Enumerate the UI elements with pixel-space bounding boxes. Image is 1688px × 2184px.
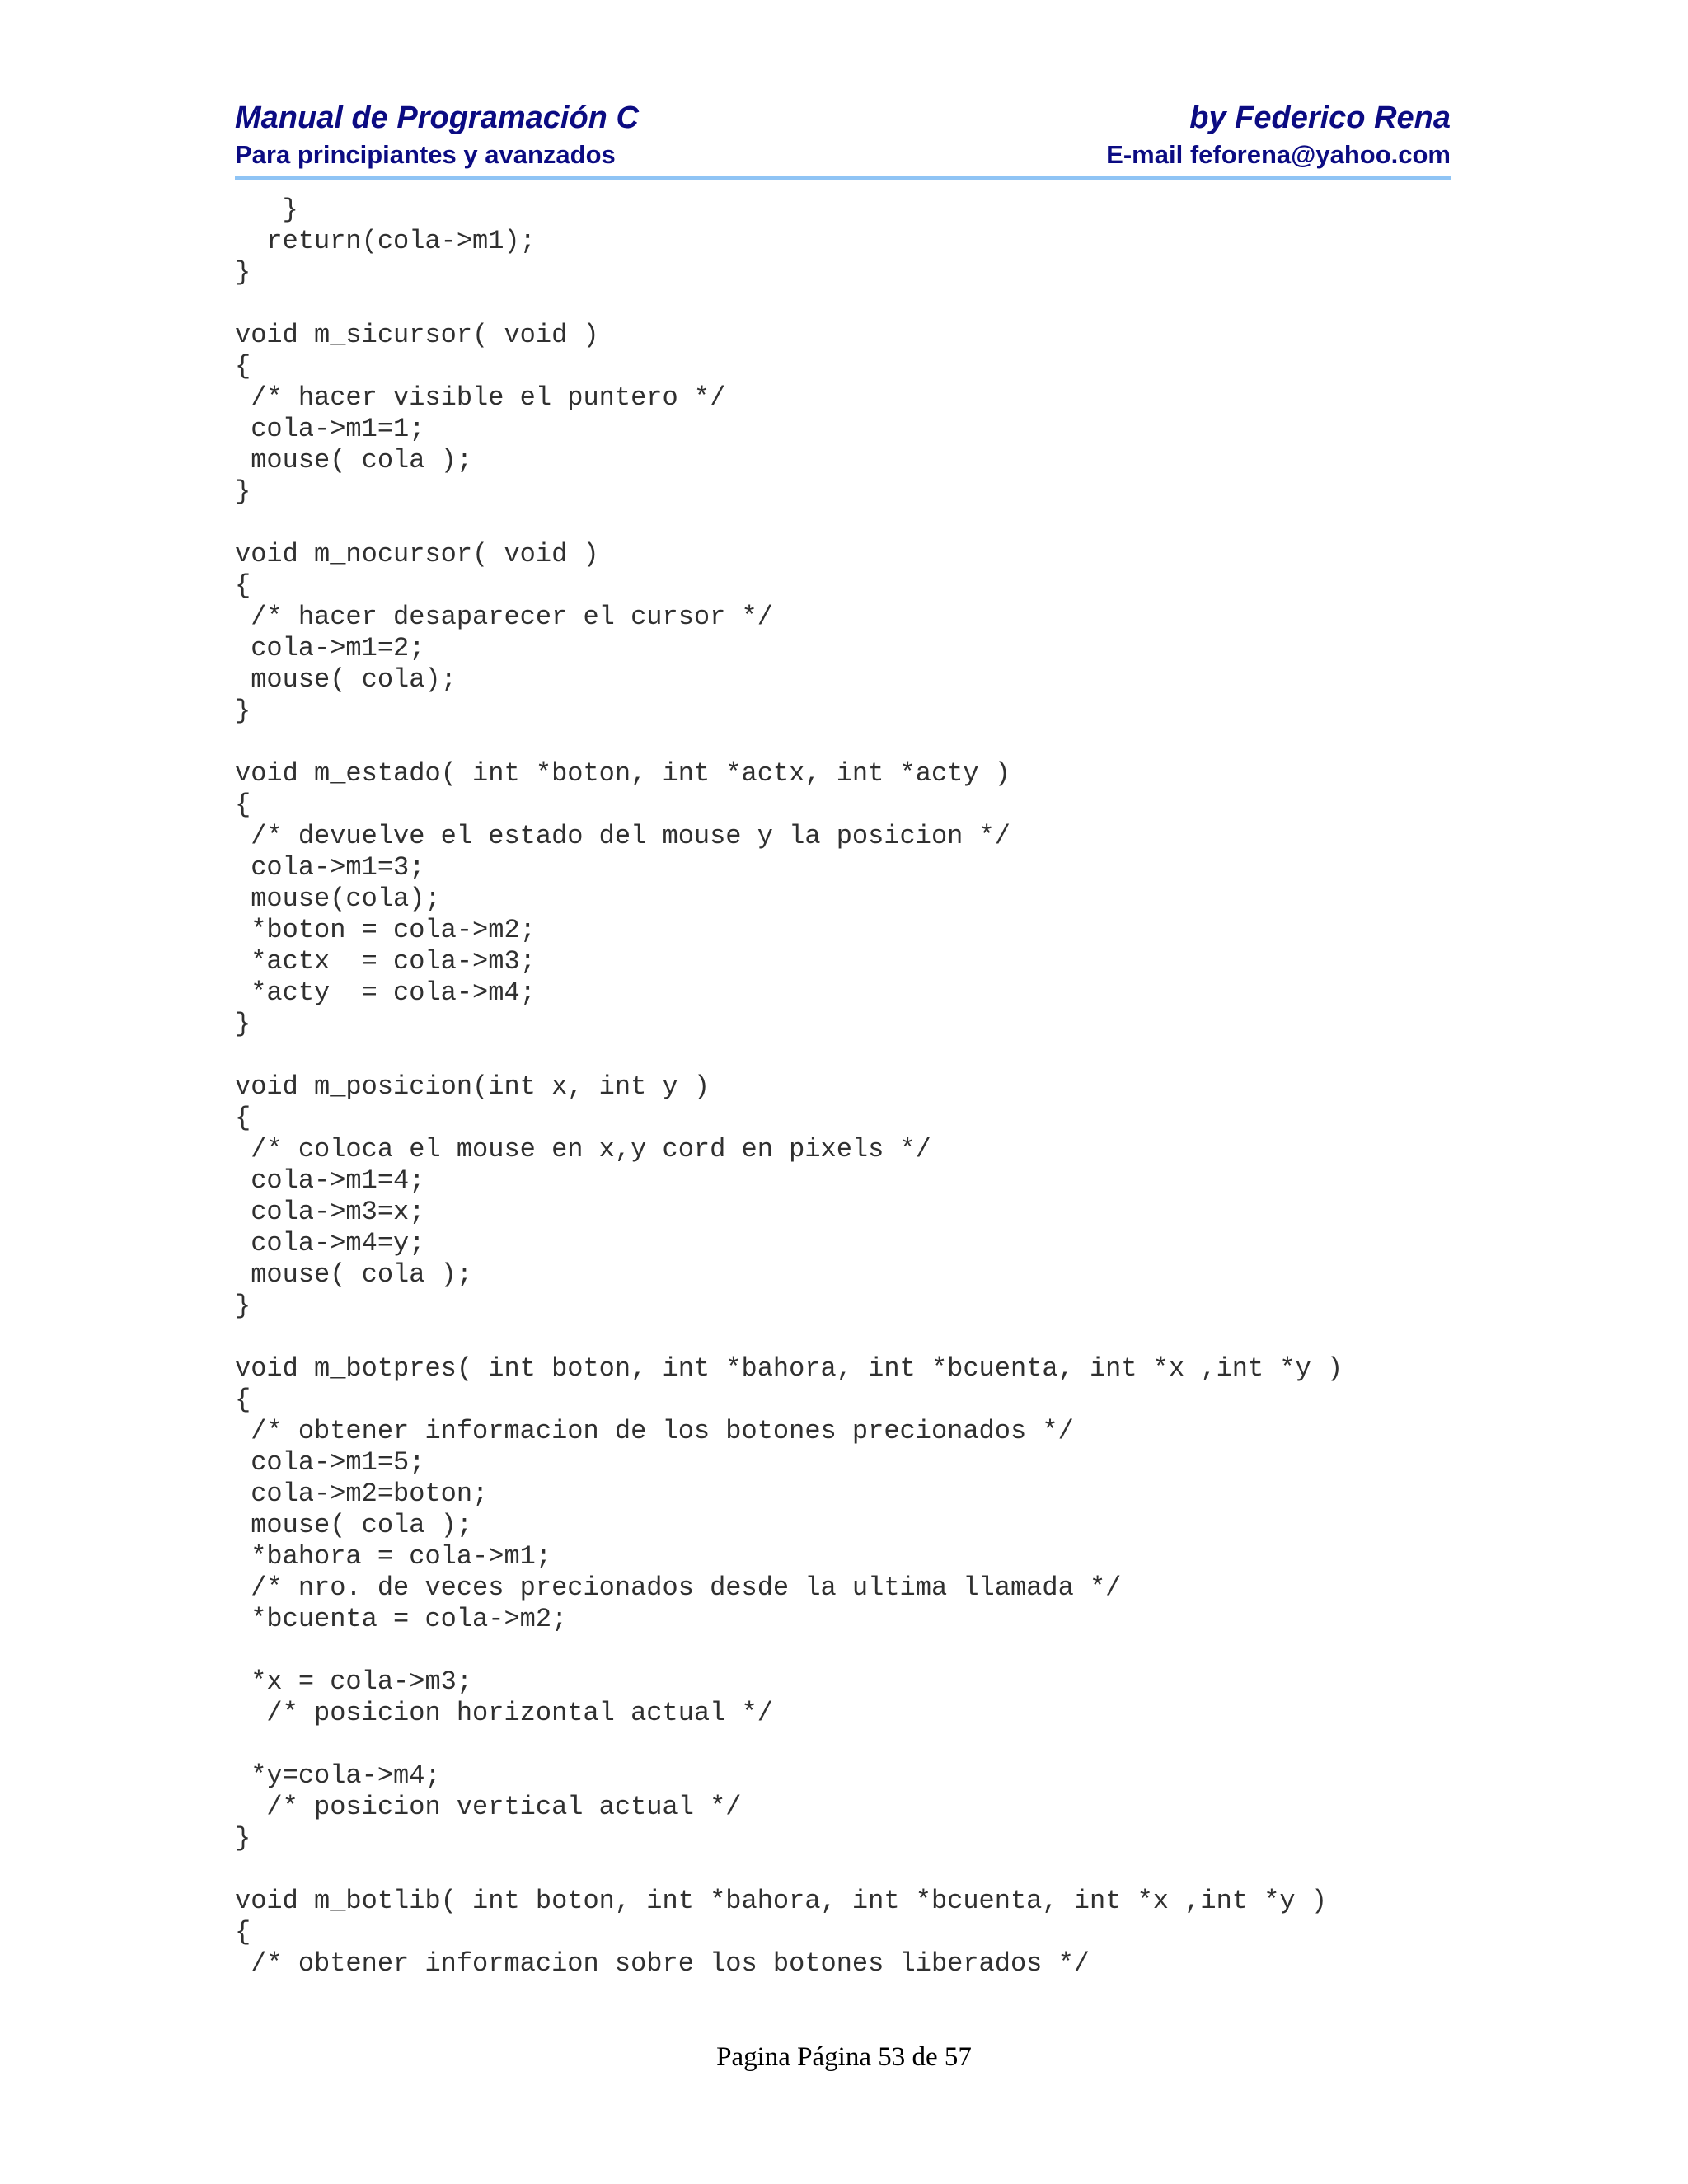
code-line: }	[235, 1823, 251, 1854]
code-line: mouse( cola);	[235, 664, 457, 695]
code-line: void m_posicion(int x, int y )	[235, 1071, 710, 1102]
code-line: {	[235, 570, 251, 601]
code-line: void m_nocursor( void )	[235, 539, 599, 569]
code-line: *y=cola->m4;	[235, 1760, 441, 1791]
code-line: /* obtener informacion sobre los botones liberados */	[235, 1948, 1090, 1979]
code-line: *bahora = cola->m1;	[235, 1541, 552, 1572]
header-top-row	[235, 97, 1451, 138]
code-line: void m_botlib( int boton, int *bahora, int *bcuenta, int *x ,int *y )	[235, 1886, 1328, 1916]
code-line: *actx = cola->m3;	[235, 946, 536, 977]
document-author: by Federico Rena	[1189, 101, 1451, 135]
code-line: /* obtener informacion de los botones precionados */	[235, 1416, 1074, 1446]
code-line: cola->m1=2;	[235, 633, 425, 663]
code-line: /* posicion horizontal actual */	[235, 1698, 773, 1728]
code-line: {	[235, 351, 251, 382]
code-line: }	[235, 257, 251, 288]
code-line: }	[235, 1009, 251, 1039]
code-line: {	[235, 790, 251, 820]
code-line: mouse( cola );	[235, 1510, 473, 1540]
code-line: /* nro. de veces precionados desde la ultima llamada */	[235, 1572, 1122, 1603]
code-line	[235, 1040, 1343, 1071]
code-line: mouse(cola);	[235, 883, 441, 914]
document-title: Manual de Programación C	[235, 101, 639, 135]
code-line	[235, 1322, 1343, 1353]
code-line	[235, 288, 1343, 320]
code-line: cola->m3=x;	[235, 1197, 425, 1227]
code-line: void m_botpres( int boton, int *bahora, int *bcuenta, int *x ,int *y )	[235, 1353, 1343, 1384]
code-line: cola->m4=y;	[235, 1228, 425, 1258]
code-line: cola->m1=1;	[235, 414, 425, 444]
document-subtitle: Para principiantes y avanzados	[235, 140, 616, 169]
code-line: }	[235, 696, 251, 726]
header-bottom-row	[235, 138, 1451, 171]
code-line: /* posicion vertical actual */	[235, 1792, 742, 1822]
code-line	[235, 1854, 1343, 1886]
code-line: void m_estado( int *boton, int *actx, int *acty )	[235, 758, 1010, 789]
code-line: void m_sicursor( void )	[235, 320, 599, 350]
page-number: Pagina Página 53 de 57	[716, 2042, 972, 2072]
code-line	[235, 727, 1343, 758]
code-line: /* devuelve el estado del mouse y la posicion */	[235, 821, 1010, 851]
author-email: E-mail feforena@yahoo.com	[1106, 140, 1451, 169]
code-line: {	[235, 1103, 251, 1133]
code-line: /* hacer desaparecer el cursor */	[235, 602, 773, 632]
code-line: mouse( cola );	[235, 445, 473, 476]
code-line: /* coloca el mouse en x,y cord en pixels */	[235, 1134, 931, 1165]
code-line: *x = cola->m3;	[235, 1666, 473, 1697]
code-line: return(cola->m1);	[235, 226, 536, 256]
code-line: }	[235, 476, 251, 507]
code-line: cola->m1=5;	[235, 1447, 425, 1478]
code-line: }	[235, 1291, 251, 1321]
code-line: }	[235, 194, 298, 225]
code-line: cola->m2=boton;	[235, 1479, 489, 1509]
code-line: /* hacer visible el puntero */	[235, 382, 726, 413]
code-line	[235, 1729, 1343, 1760]
code-line	[235, 508, 1343, 539]
header-divider	[235, 176, 1451, 180]
code-line: {	[235, 1385, 251, 1415]
page-header	[235, 97, 1451, 171]
code-listing	[235, 194, 1343, 1980]
code-line: *boton = cola->m2;	[235, 915, 536, 945]
code-line: *acty = cola->m4;	[235, 977, 536, 1008]
code-line: cola->m1=4;	[235, 1165, 425, 1196]
code-line: {	[235, 1917, 251, 1947]
code-line: *bcuenta = cola->m2;	[235, 1604, 568, 1634]
code-line: cola->m1=3;	[235, 852, 425, 883]
code-line	[235, 1635, 1343, 1666]
code-line: mouse( cola );	[235, 1259, 473, 1290]
